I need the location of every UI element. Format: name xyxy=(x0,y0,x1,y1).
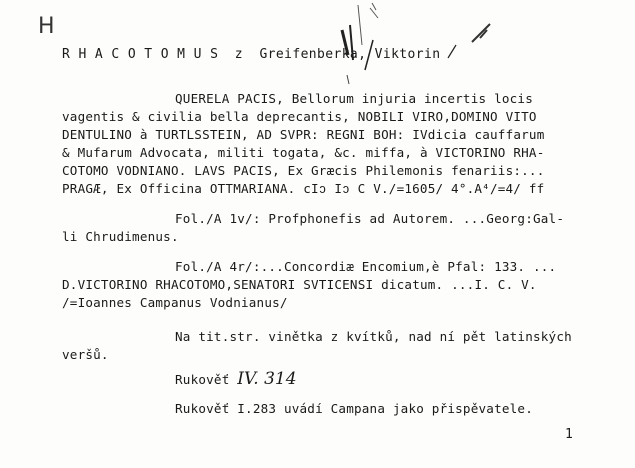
body-line-5: COTOMO VODNIANO. LAVS PACIS, Ex Græcis Philemonis fenariis:... xyxy=(62,163,545,178)
body-line-2: vagentis & civilia bella deprecantis, NOBILI VIRO,DOMINO VITO xyxy=(62,109,537,124)
body-line-1: QUERELA PACIS, Bellorum injuria incertis locis xyxy=(175,91,533,106)
note-line-2: veršů. xyxy=(62,347,109,362)
rukovet-reference-2: Rukověť I.283 uvádí Campana jako přispěvatele. xyxy=(175,401,533,416)
rukovet-label: Rukověť xyxy=(175,372,238,387)
body-line-3: DENTULINO à TURTLSSTEIN, AD SVPR: REGNI BOH: IVdicia cauffarum xyxy=(62,127,545,142)
folio-4r-line-1: Fol./A 4r/:...Concordiæ Encomium,è Pfal: 133. ... xyxy=(175,259,557,274)
folio-4r-line-3: /=Ioannes Campanus Vodnianus/ xyxy=(62,295,288,310)
handwritten-marker: H xyxy=(38,14,55,39)
rukovet-reference-1 xyxy=(175,371,297,388)
folio-4r-line-2: D.VICTORINO RHACOTOMO,SENATORI SVTICENSI dicatum. ...I. C. V. xyxy=(62,277,537,292)
folio-1v-line-2: li Chrudimenus. xyxy=(62,229,179,244)
body-line-6: PRAGÆ, Ex Officina OTTMARIANA. cIↄ Iↄ C V./=1605/ 4°.A⁴/=4/ ff xyxy=(62,181,545,196)
folio-1v-line-1: Fol./A 1v/: Profphonefis ad Autorem. ...Georg:Gal- xyxy=(175,211,565,226)
record-heading: R H A C O T O M U S z Greifenberka, Viktorin xyxy=(62,47,441,62)
body-line-4: & Mufarum Advocata, militi togata, &c. miffa, à VICTORINO RHA- xyxy=(62,145,545,160)
handwritten-volume-ref: IV. 314 xyxy=(237,369,297,389)
page-number: 1 xyxy=(565,427,574,442)
note-line-1: Na tit.str. vinětka z kvítků, nad ní pět latinských xyxy=(175,329,572,344)
